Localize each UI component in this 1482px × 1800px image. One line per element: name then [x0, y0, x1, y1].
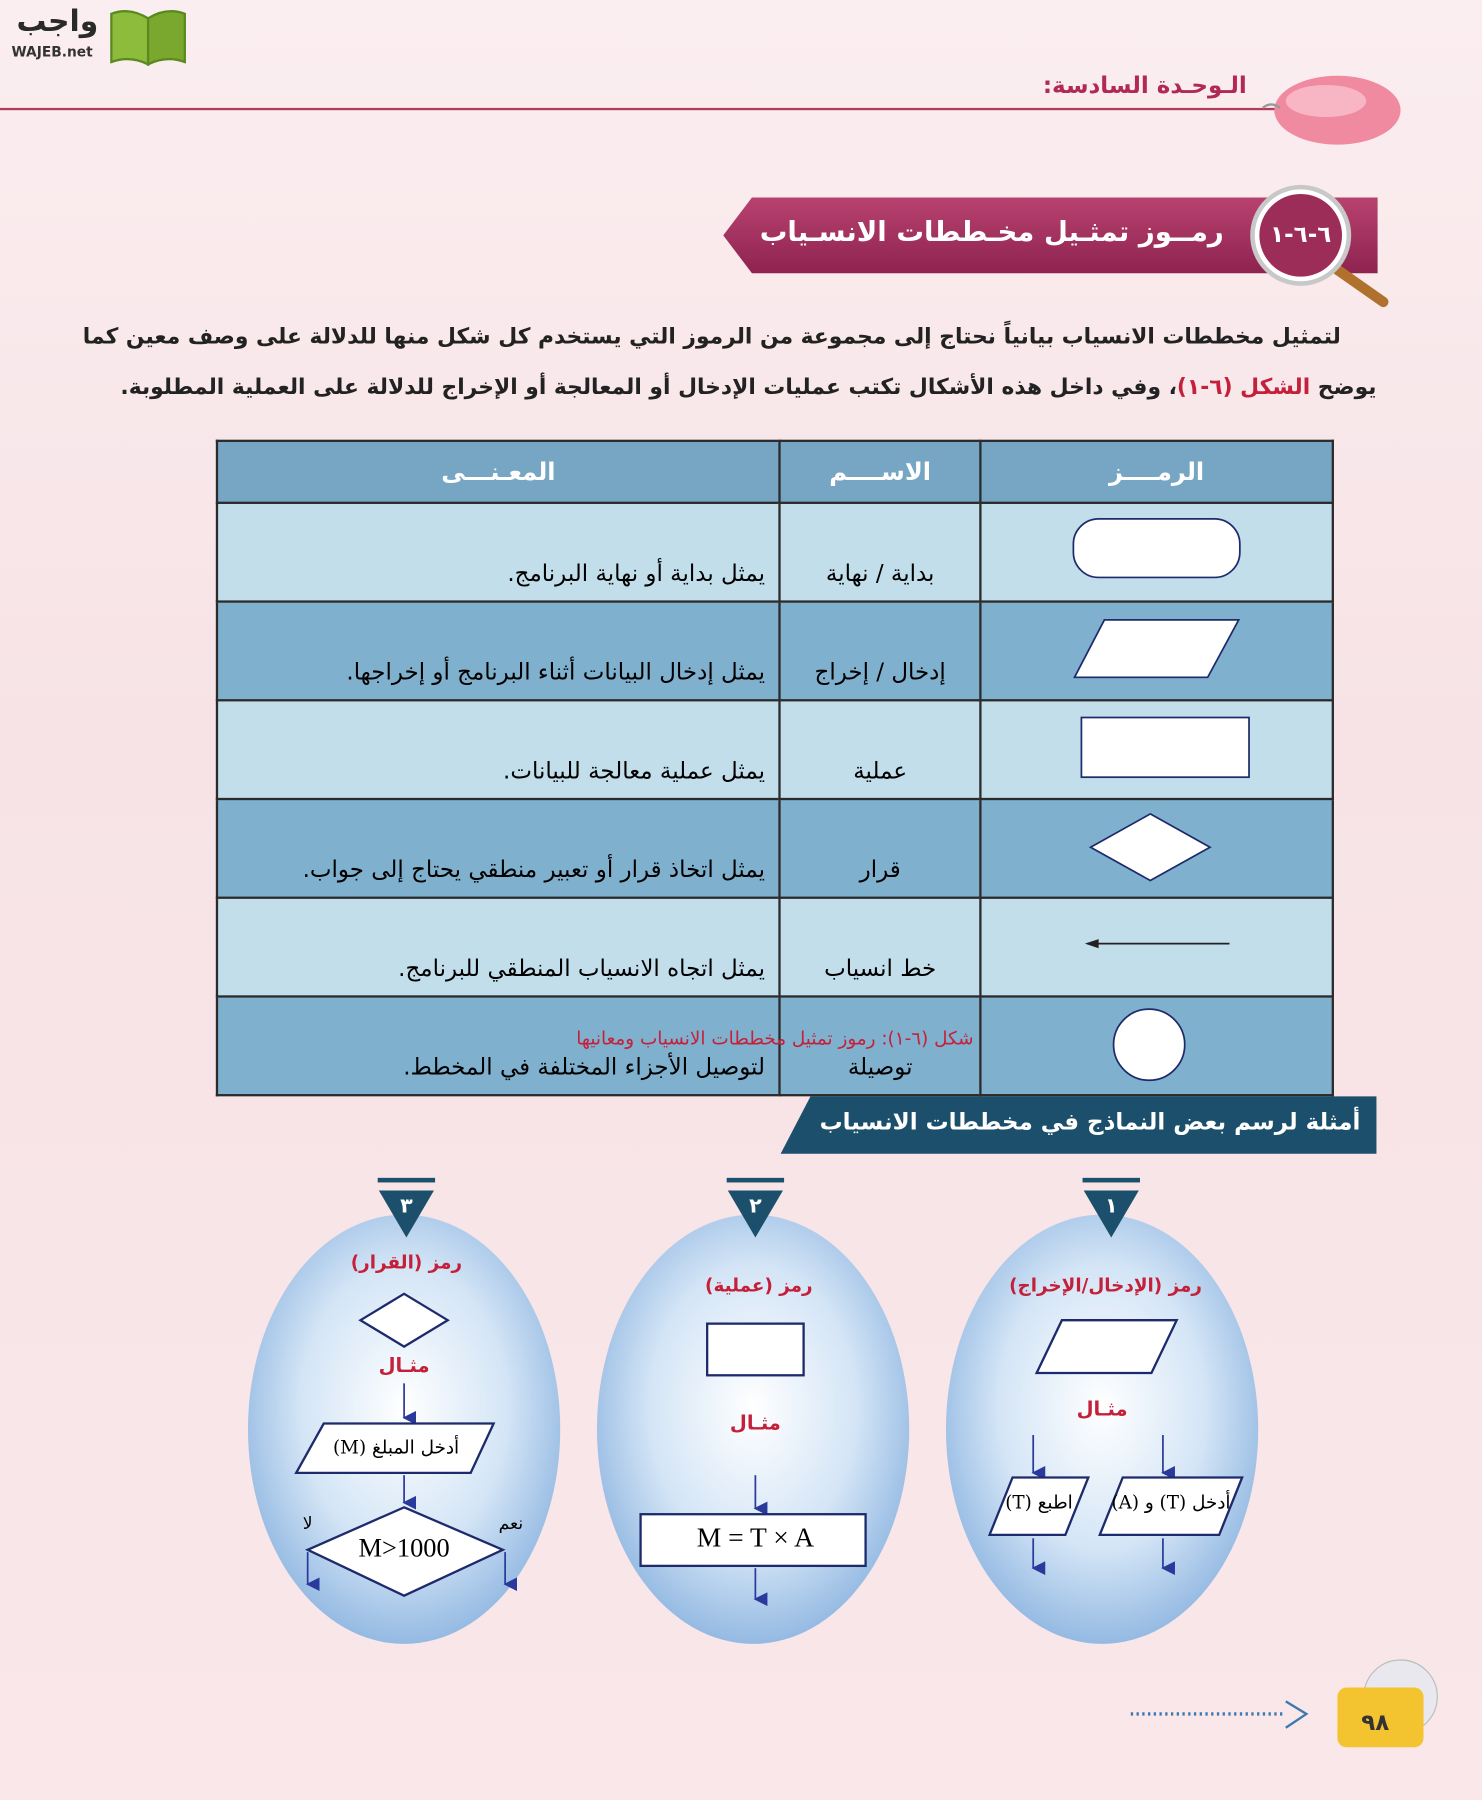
symbol-meaning: يمثل اتخاذ قرار أو تعبير منطقي يحتاج إلى جواب. [217, 799, 780, 898]
symbol-meaning: يمثل بداية أو نهاية البرنامج. [217, 503, 780, 602]
intro-line-2-end: ، وفي داخل هذه الأشكال تكتب عمليات الإدخال أو المعالجة أو الإخراج للدلالة على العملية المطلوبة. [120, 374, 1177, 400]
example-2-number: ٢ [749, 1193, 762, 1219]
header-name: الاســــم [780, 441, 980, 503]
example-3-label: مثـال [378, 1354, 430, 1378]
example-1-label: مثـال [1076, 1398, 1128, 1422]
example-2-label: مثـال [729, 1412, 781, 1435]
example-2-ellipse [597, 1178, 909, 1644]
logo-latin: WAJEB.net [11, 43, 93, 60]
symbol-name: إدخال / إخراج [780, 602, 980, 701]
example-1-title: رمز (الإدخال/الإخراج) [1009, 1274, 1202, 1297]
header-symbol: الرمــــز [980, 441, 1332, 503]
intro-line-2-start: يوضح [1310, 374, 1377, 400]
page-number: ٩٨ [1361, 1708, 1390, 1736]
figure-reference-link[interactable]: الشكل (٦-١) [1176, 374, 1311, 400]
symbol-meaning: يمثل إدخال البيانات أثناء البرنامج أو إخراجها. [217, 602, 780, 701]
unit-title: الـوحـدة السادسة: [1042, 71, 1247, 99]
example-3-no-label: لا [302, 1513, 313, 1534]
symbol-name: عملية [780, 700, 980, 799]
example-3-number: ٣ [400, 1193, 413, 1219]
example-3-yes-label: نعم [498, 1513, 524, 1534]
section-title: رمــوز تمثـيل مخـططات الانسـياب [759, 215, 1224, 248]
section-number: ٦-٦-١ [1270, 220, 1332, 248]
intro-line-1: لتمثيل مخططات الانسياب بيانياً نحتاج إلى مجموعة من الرموز التي يستخدم كل شكل منها للدلالة على وصف معين كما [82, 323, 1341, 349]
io-parallelogram [1037, 1320, 1177, 1373]
example-1-input-text: أدخل (T) و (A) [1111, 1491, 1231, 1514]
header-meaning: المعـنـــى [217, 441, 780, 503]
example-1-number: ١ [1104, 1193, 1118, 1219]
figure-caption: شكل (٦-١): رموز تمثيل مخططات الانسياب ومعانيها [576, 1027, 974, 1050]
symbol-meaning: يمثل عملية معالجة للبيانات. [217, 700, 780, 799]
example-3-ellipse [248, 1178, 560, 1644]
symbol-meaning: يمثل اتجاه الانسياب المنطقي للبرنامج. [217, 898, 780, 997]
symbol-meaning: لتوصيل الأجزاء المختلفة في المخطط. [217, 996, 780, 1095]
process-rectangle [707, 1324, 803, 1376]
arrow-icon [1286, 1701, 1307, 1727]
symbol-name: بداية / نهاية [780, 503, 980, 602]
example-2-formula: M = T × A [696, 1523, 815, 1554]
example-3-condition: M>1000 [358, 1533, 450, 1563]
symbol-name: توصيلة [780, 996, 980, 1095]
example-3-title: رمز (القرار) [350, 1251, 463, 1274]
example-3-input-text: أدخل المبلغ (M) [333, 1436, 460, 1458]
example-1-print-text: اطبع (T) [1005, 1491, 1073, 1514]
symbol-name: قرار [780, 799, 980, 898]
example-2-title: رمز (عملية) [705, 1274, 813, 1297]
examples-title: أمثلة لرسم بعض النماذج في مخططات الانسياب [819, 1107, 1361, 1136]
symbol-name: خط انسياب [780, 898, 980, 997]
logo-arabic: واجب [16, 4, 99, 40]
